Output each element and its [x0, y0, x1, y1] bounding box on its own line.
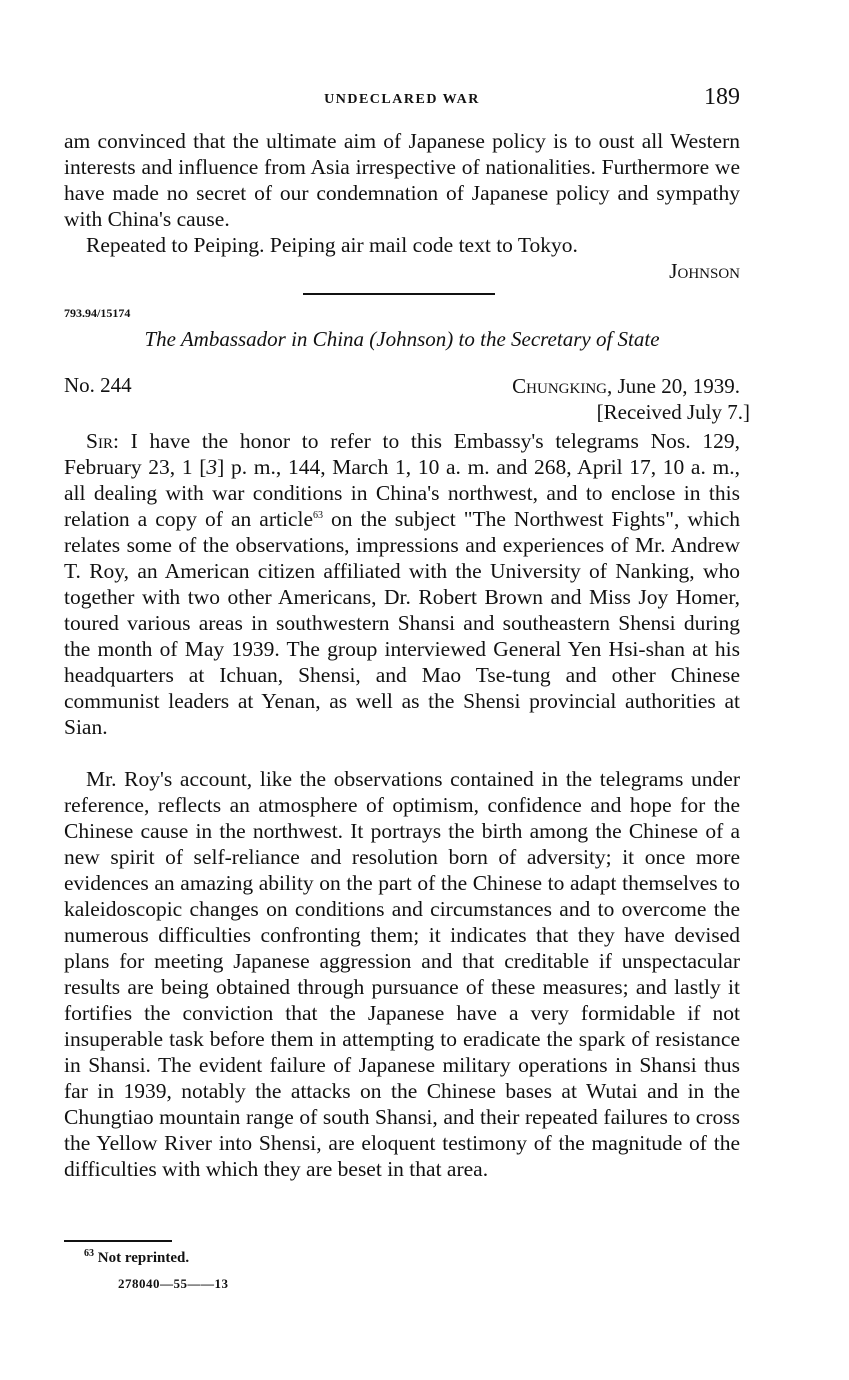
title-part-1: The Ambassador in China ( [144, 327, 377, 351]
paragraph-1 [64, 428, 740, 740]
date: , June 20, 1939. [607, 374, 740, 398]
footnote-rule [64, 1240, 172, 1242]
para1-b: ] p. m., 144, March 1, 10 a. m. and 268, April 17, 10 a. m., all dealing with war conditions in China's northwest, and to enclose in this relation a copy of an article [64, 455, 740, 531]
running-header [64, 86, 740, 116]
salutation: Sir [86, 429, 113, 453]
page-number: 189 [704, 84, 740, 110]
signature: Johnson [669, 259, 740, 283]
place-date [512, 373, 750, 425]
repeated-note: Repeated to Peiping. Peiping air mail code text to Tokyo. [86, 233, 578, 257]
para1-bracket: 3 [206, 455, 218, 479]
section-divider [303, 293, 495, 295]
running-title: UNDECLARED WAR [324, 92, 480, 107]
footnote-text: Not reprinted. [94, 1250, 190, 1266]
footnote-marker: 63 [84, 1248, 94, 1259]
document-title [64, 327, 740, 352]
file-number: 793.94/15174 [64, 306, 131, 320]
title-name: Johnson [376, 327, 447, 351]
document-number: No. 244 [64, 373, 132, 397]
paragraph-2: Mr. Roy's account, like the observations contained in the telegrams under reference, reflects an atmosphere of optimism, confidence and hope for the Chinese cause in the northwest. It portrays the birth among the Chinese of a new spirit of self-reliance and resolution born of adversity; it once more evidences an amazing ability on the part of the Chinese to adapt themselves to kaleidoscopic changes on conditions and circumstances and to overcome the numerous difficulties confronting them; it indicates that they have devised plans for meeting Japanese aggression and that creditable if unspectacular results are being obtained through pursuance of these measures; and lastly it fortifies the conviction that the Japanese have a very formidable if not insuperable task before them in attempting to eradicate the spark of resistance in Shansi. The evident failure of Japanese military operations in Shansi thus far in 1939, notably the attacks on the Chinese bases at Wutai and in the Chungtiao mountain range of south Shansi, and their repeated failures to cross the Yellow River into Shensi, are eloquent testimony of the magnitude of the difficulties with which they are beset in that area. [64, 767, 740, 1181]
para1-c: on the subject "The Northwest Fights", which relates some of the observations, impressions and experiences of Mr. Andrew T. Roy, an American citizen affiliated with the University of Nanking, who together with two other Americans, Dr. Robert Brown and Miss Joy Homer, toured various areas in southwestern Shansi and southeastern Shensi during the month of May 1939. The group interviewed General Yen Hsi-shan at his headquarters at Ichuan, Shensi, and Mao Tse-tung and other Chinese communist leaders at Yenan, as well as the Shensi provincial authorities at Sian. [64, 507, 740, 739]
print-code: 278040—55——13 [118, 1276, 229, 1291]
footnote-ref: 63 [312, 509, 323, 521]
received-date: [Received July 7.] [596, 400, 750, 424]
title-part-2: ) to the Secretary of State [446, 327, 660, 351]
continuation-paragraph: am convinced that the ultimate aim of Japanese policy is to oust all Western interests and influence from Asia irrespective of nationalities. Furthermore we have made no secret of our condemnation of Japanese policy and sympathy with China's cause. [64, 129, 740, 231]
para1-a: : I have the honor to refer to this Embassy's telegrams Nos. 129, February 23, 1 [ [64, 429, 740, 479]
place: Chungking [512, 374, 607, 398]
footnote [84, 1250, 189, 1267]
